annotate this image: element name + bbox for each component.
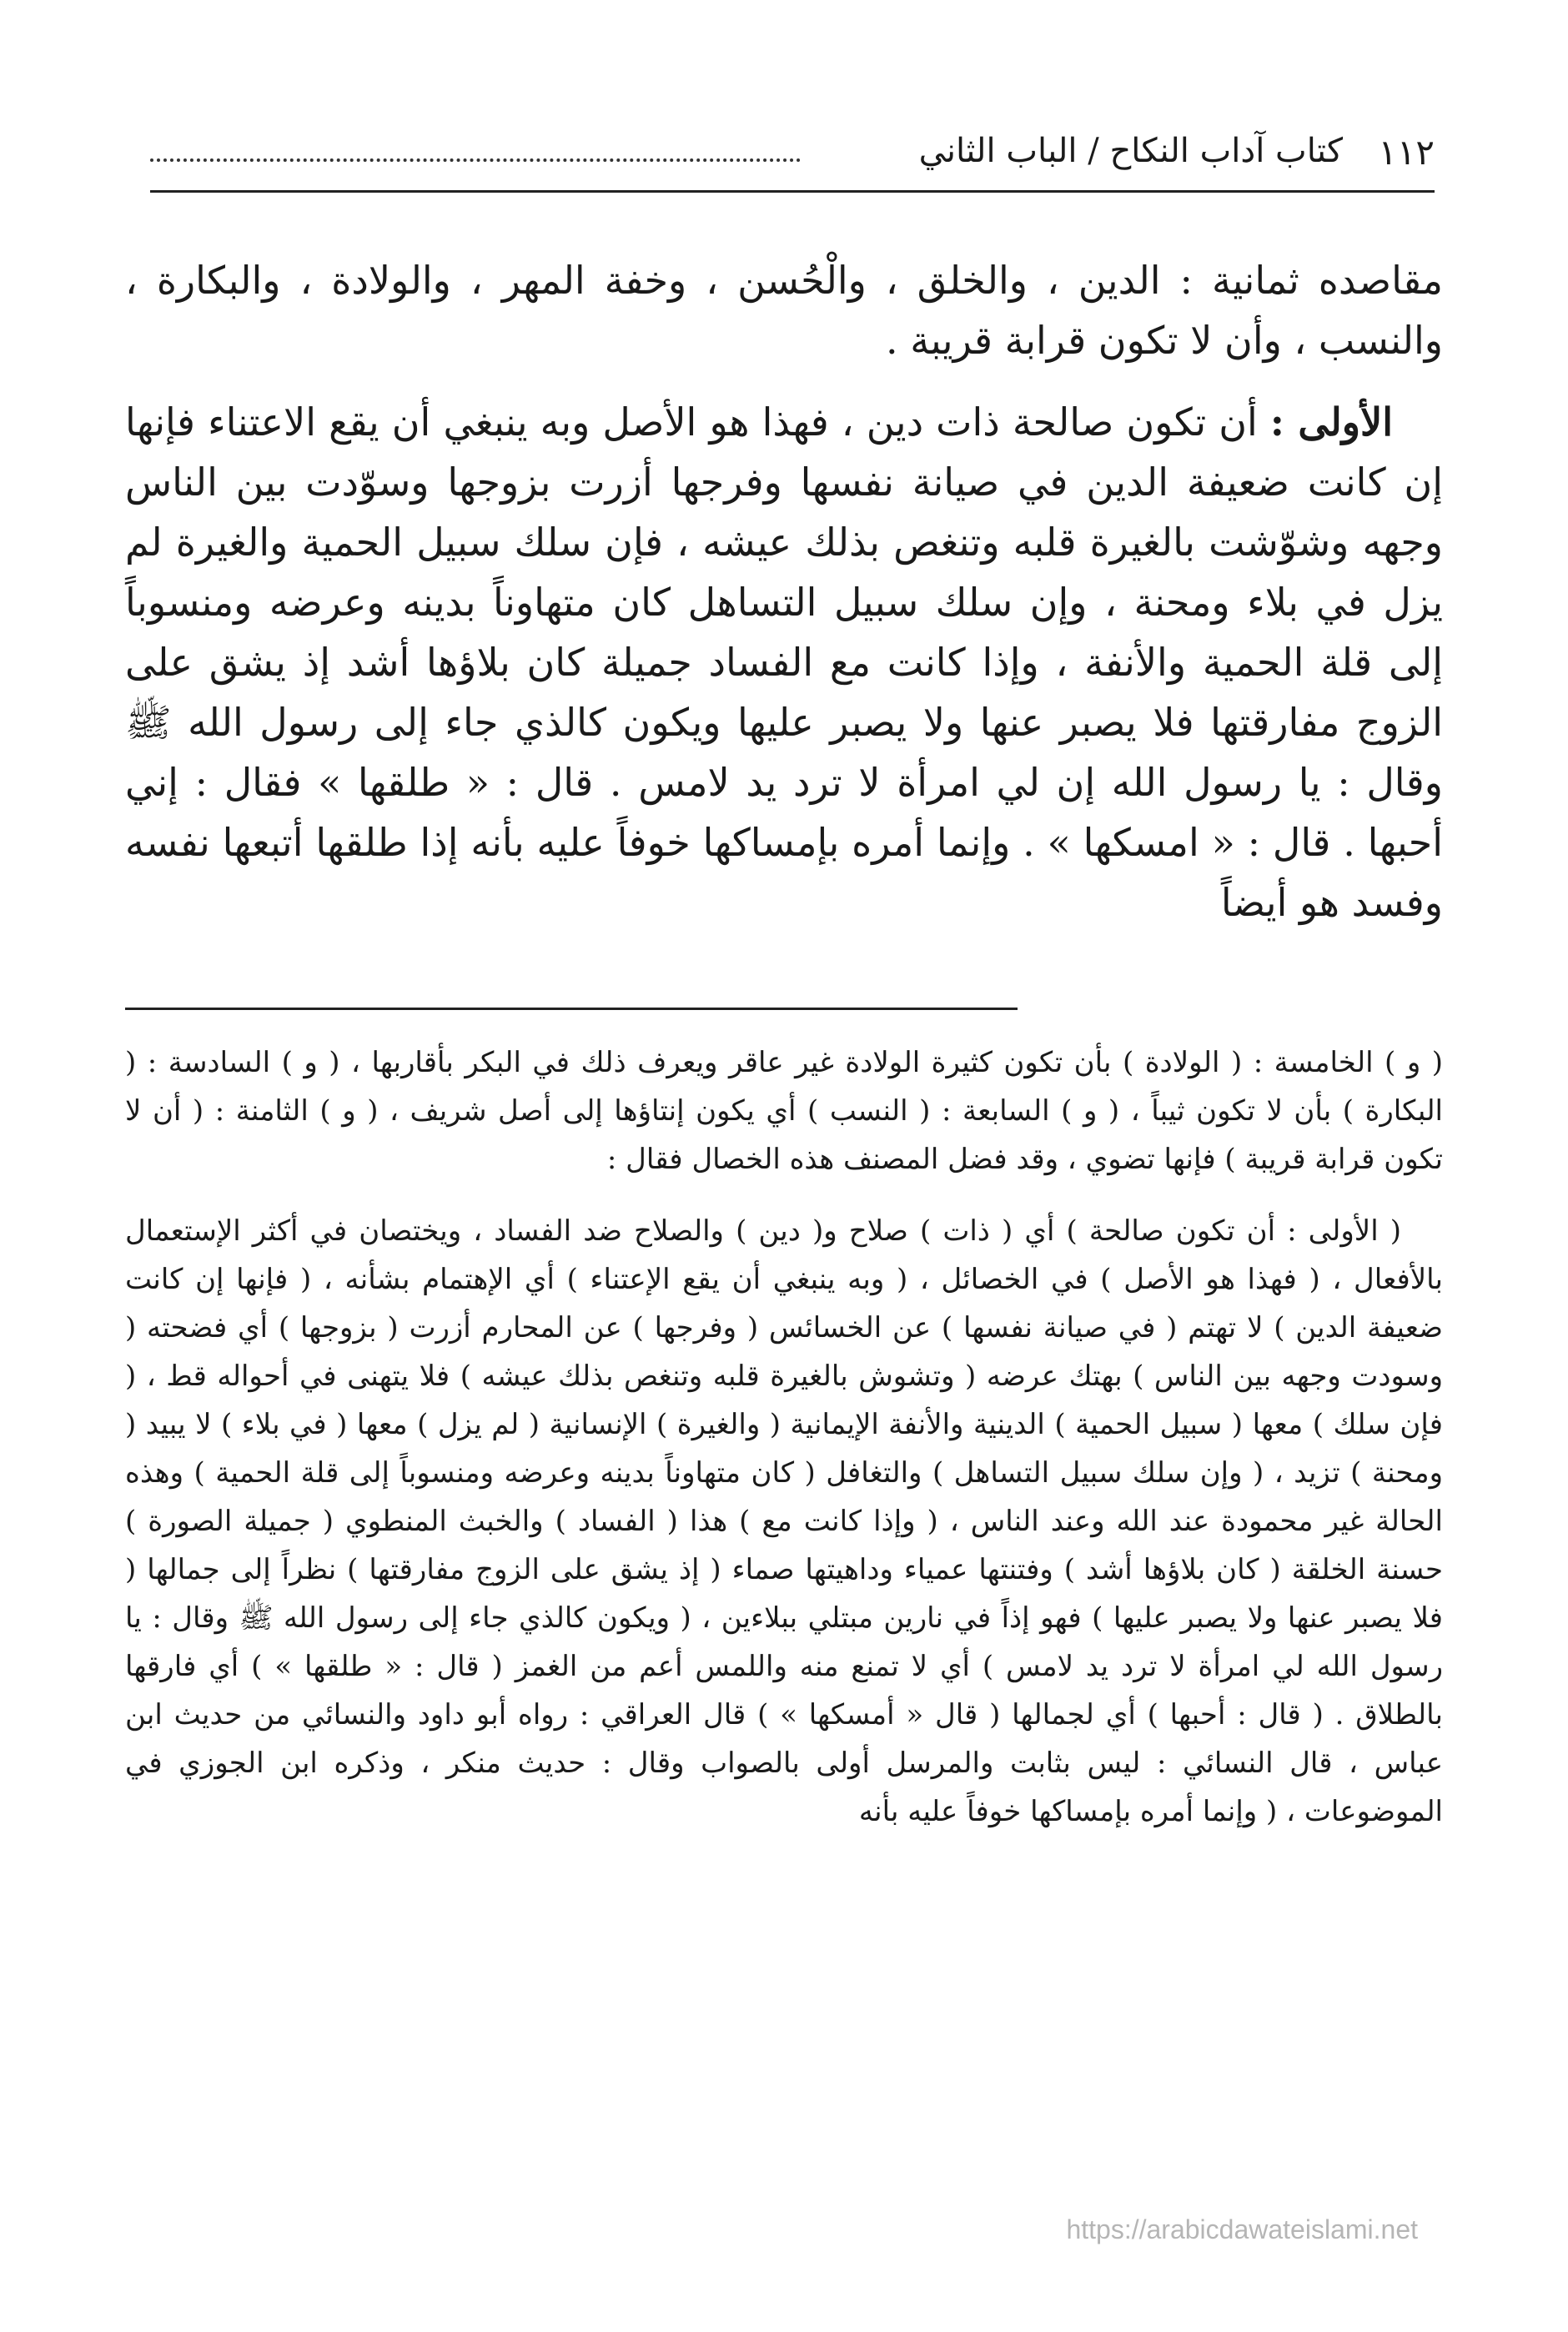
paragraph-lead: الأولى : <box>1269 400 1393 445</box>
watermark-url: https://arabicdawateislami.net <box>1066 2214 1418 2244</box>
main-paragraph-2 <box>125 392 1443 932</box>
header-rule <box>150 190 1435 193</box>
dotted-leader <box>150 158 801 162</box>
page-number: ١١٢ <box>1378 132 1435 173</box>
commentary-paragraph-2: ( الأولى : أن تكون صالحة ) أي ( ذات ) صلاح و( دين ) والصلاح ضد الفساد ، ويختصان في أكثر الإستعمال بالأفعال ، ( فهذا هو الأصل ) في الخصائل ، ( وبه ينبغي أن يقع الإعتناء ) أي الإهتمام بشأنه ، ( فإنها إن كانت ضعيفة الدين ) لا تهتم ( في صيانة نفسها ) عن الخسائس ( وفرجها ) عن المحارم أزرت ( بزوجها ) أي فضحته ( وسودت وجهه بين الناس ) بهتك عرضه ( وتشوش بالغيرة قلبه وتنغص بذلك عيشه ) فلا يتهنى في أحواله قط ، ( فإن سلك ) معها ( سبيل الحمية ) الدينية والأنفة الإيمانية ( والغيرة ) الإنسانية ( لم يزل ) معها ( في بلاء ) لا يبيد ( ومحنة ) تزيد ، ( وإن سلك سبيل التساهل ) والتغافل ( كان متهاوناً بدينه وعرضه ومنسوباً إلى قلة الحمية ) وهذه الحالة غير محمودة عند الله وعند الناس ، ( وإذا كانت مع ) هذا ( الفساد ) والخبث المنطوي ( جميلة الصورة ) حسنة الخلقة ( كان بلاؤها أشد ) وفتنتها عمياء وداهيتها صماء ( إذ يشق على الزوج مفارقتها ) نظراً إلى جمالها ( فلا يصبر عنها ولا يصبر عليها ) فهو إذاً في نارين مبتلي ببلاءين ، ( ويكون كالذي جاء إلى رسول الله ﷺ وقال : يا رسول الله لي امرأة لا ترد يد لامس ) أي لا تمنع منه واللمس أعم من الغمز ( قال : « طلقها » ) أي فارقها بالطلاق . ( قال : أحبها ) أي لجمالها ( قال « أمسكها » ) قال العراقي : رواه أبو داود والنسائي من حديث ابن عباس ، قال النسائي : ليس بثابت والمرسل أولى بالصواب وقال : حديث منكر ، وذكره ابن الجوزي في الموضوعات ، ( وإنما أمره بإمساكها خوفاً عليه بأنه <box>125 1214 1444 1828</box>
footnote-separator <box>125 1008 1018 1010</box>
main-text <box>125 250 1443 932</box>
running-title: كتاب آداب النكاح / الباب الثاني <box>918 132 1343 170</box>
paragraph-body: أن تكون صالحة ذات دين ، فهذا هو الأصل وبه ينبغي أن يقع الاعتناء فإنها إن كانت ضعيفة الدين في صيانة نفسها وفرجها أزرت بزوجها وسوّدت بين الناس وجهه وشوّشت بالغيرة قلبه وتنغص بذلك عيشه ، فإن سلك سبيل الحمية والغيرة لم يزل في بلاء ومحنة ، وإن سلك سبيل التساهل كان متهاوناً بدينه وعرضه ومنسوباً إلى قلة الحمية والأنفة ، وإذا كانت مع الفساد جميلة كان بلاؤها أشد إذ يشق على الزوج مفارقتها فلا يصبر عنها ولا يصبر عليها ويكون كالذي جاء إلى رسول الله ﷺ وقال : يا رسول الله إن لي امرأة لا ترد يد لامس . قال : « طلقها » فقال : إني أحبها . قال : « امسكها » . وإنما أمره بإمساكها خوفاً عليه بأنه إذا طلقها أتبعها نفسه وفسد هو أيضاً <box>125 400 1443 925</box>
commentary-paragraph-1: ( و ) الخامسة : ( الولادة ) بأن تكون كثيرة الولادة غير عاقر ويعرف ذلك في البكر بأقاربها ، ( و ) السادسة : ( البكارة ) بأن لا تكون ثيباً ، ( و ) السابعة : ( النسب ) أي يكون إنتاؤها إلى أصل شريف ، ( و ) الثامنة : ( أن لا تكون قرابة قريبة ) فإنها تضوي ، وقد فضل المصنف هذه الخصال فقال : <box>125 1046 1443 1176</box>
commentary-text <box>125 1038 1443 1836</box>
main-paragraph-1: مقاصده ثمانية : الدين ، والخلق ، والْحُسن ، وخفة المهر ، والولادة ، والبكارة ، والنسب ، وأن لا تكون قرابة قريبة . <box>125 258 1443 363</box>
page-header <box>150 125 1435 183</box>
